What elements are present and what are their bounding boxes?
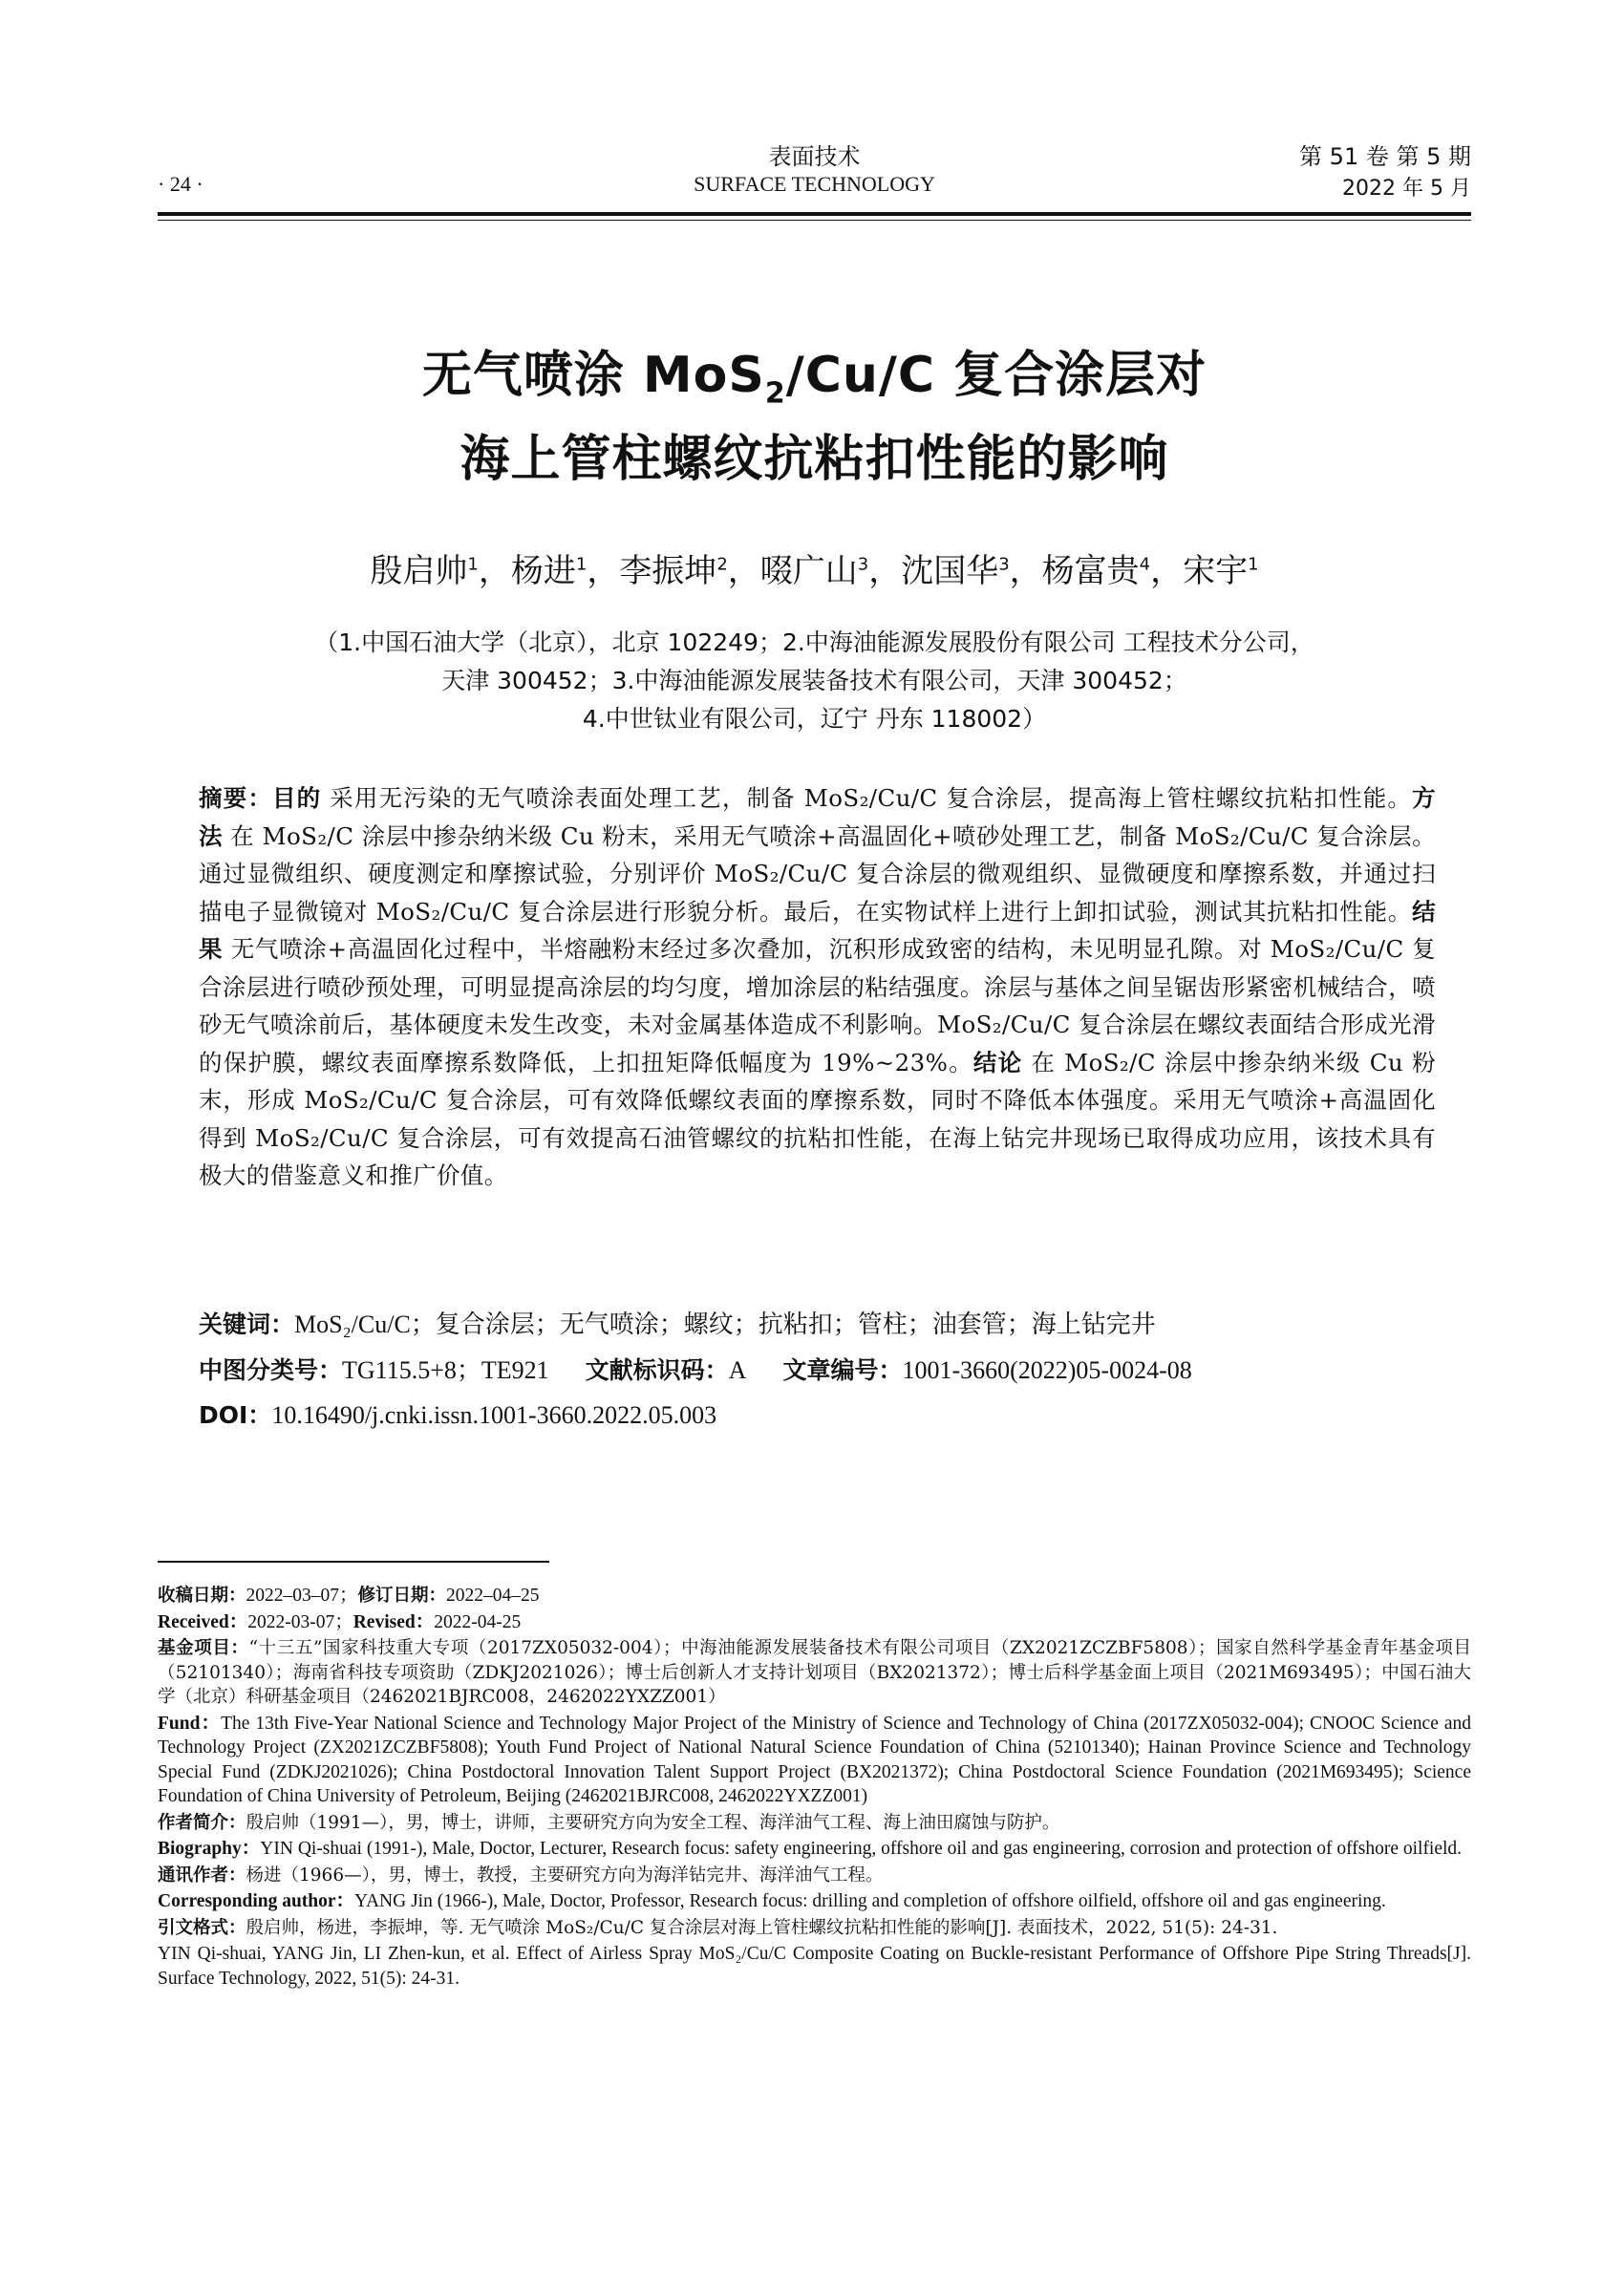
corresponding-en: Corresponding author：YANG Jin (1966-), Male, Doctor, Professor, Research focus: drilling and completion of offshore oilfield, offshore oil and gas engineering. [158,1891,1386,1911]
citation-cn: 引文格式：殷启帅，杨进，李振坤，等. 无气喷涂 MoS₂/Cu/C 复合涂层对海上管柱螺纹抗粘扣性能的影响[J]. 表面技术，2022, 51(5): 24-31. [158,1917,1278,1938]
doc-code-label: 文献标识码： [585,1356,729,1384]
result-text: 无气喷涂+高温固化过程中，半熔融粉末经过多次叠加，沉积形成致密的结构，未见明显孔隙。对 MoS₂/Cu/C 复合涂层进行喷砂预处理，可明显提高涂层的均匀度，增加涂层的粘结强度。涂层与基体之间呈锯齿形紧密机械结合，喷砂无气喷涂前后，基体硬度未发生改变，未对金属基体造成不利影响。MoS₂/Cu/C 复合涂层在螺纹表面结合形成光滑的保护膜，螺纹表面摩擦系数降低，上扣扭矩降低幅度为 19%~23%。 [199,935,1436,1076]
biography-cn: 作者简介：殷启帅（1991—），男，博士，讲师，主要研究方向为安全工程、海洋油气工程、海上油田腐蚀与防护。 [158,1812,1060,1833]
conclusion-label: 结论 [972,1048,1023,1076]
article-number-label: 文章编号： [782,1356,903,1384]
issue-date: 2022 年 5 月 [1342,177,1471,201]
author-list: 殷启帅$^1$，杨进$^1$，李振坤$^2$，啜广山$^3$，沈国华$^3$，杨富贵$^4$，宋宇$^1$ [370,552,1259,590]
author: 宋宇$^1$ [1183,552,1259,590]
received-en: Received：2022-03-07；Revised：2022-04-25 [158,1611,522,1632]
volume-issue: 第 51 卷 第 5 期 [1299,143,1471,170]
running-header [158,132,1471,208]
abstract [199,779,1436,1195]
header-rule-thin [158,220,1471,221]
affiliation-line: （1.中国石油大学（北京），北京 102249；2.中海油能源发展股份有限公司 工程技术分公司， [314,629,1314,656]
author: 啜广山$^3$ [759,552,869,590]
page-number: · 24 · [158,172,203,196]
journal-name-cn: 表面技术 [768,143,861,170]
keywords [199,1305,1436,1340]
article-number-value: 1001-3660(2022)05-0024-08 [902,1356,1192,1384]
keywords-value: MoS₂/Cu/C；复合涂层；无气喷涂；螺纹；抗粘扣；管柱；油套管；海上钻完井 [294,1310,1156,1338]
article-title-line2: 海上管柱螺纹抗粘扣性能的影响 [459,431,1169,488]
author: 沈国华$^3$ [901,552,1010,590]
author: 李振坤$^2$ [619,552,728,590]
conclusion-text: 在 MoS₂/C 涂层中掺杂纳米级 Cu 粉末，形成 MoS₂/Cu/C 复合涂层，可有效降低螺纹表面的摩擦系数，同时不降低本体强度。采用无气喷涂+高温固化得到 MoS₂/Cu/C 复合涂层，可有效提高石油管螺纹的抗粘扣性能，在海上钻完井现场已取得成功应用，该技术具有极大的借鉴意义和推广价值。 [199,1048,1436,1189]
corresponding-cn: 通讯作者：杨进（1966—），男，博士，教授，主要研究方向为海洋钻完井、海洋油气工程。 [158,1864,884,1886]
title-part-b: /Cu/C 复合涂层对 [785,347,1207,404]
citation-en: YIN Qi-shuai, YANG Jin, LI Zhen-kun, et al. Effect of Airless Spray MoS₂/Cu/C Composite Coating on Buckle-resistant Performance of Offshore Pipe String Threads[J]. Surface Technology, 2022, 51(5): 24-31. [158,1944,1471,1989]
doi-value: 10.16490/j.cnki.issn.1001-3660.2022.05.003 [271,1401,717,1429]
title-subscript: 2 [764,376,786,411]
author: 殷启帅$^1$ [370,552,479,590]
classification [199,1351,1436,1386]
affiliation-line: 天津 300452；3.中海油能源发展装备技术有限公司，天津 300452； [441,667,1187,694]
result-label: 结果 [199,897,1436,963]
purpose-text: 采用无污染的无气喷涂表面处理工艺，制备 MoS₂/Cu/C 复合涂层，提高海上管柱螺纹抗粘扣性能。 [330,784,1413,812]
method-text: 在 MoS₂/C 涂层中掺杂纳米级 Cu 粉末，采用无气喷涂+高温固化+喷砂处理工艺，制备 MoS₂/Cu/C 复合涂层。通过显微组织、硬度测定和摩擦试验，分别评价 MoS₂/Cu/C 复合涂层的微观组织、显微硬度和摩擦系数，并通过扫描电子显微镜对 MoS₂/Cu/C 复合涂层进行形貌分析。最后，在实物试样上进行上卸扣试验，测试其抗粘扣性能。 [199,821,1436,926]
fund-cn: 基金项目：“十三五”国家科技重大专项（2017ZX05032-004）；中海油能源发展装备技术有限公司项目（ZX2021ZCZBF5808）；国家自然科学基金青年基金项目（52101340）；海南省科技专项资助（ZDKJ2021026）；博士后创新人才支持计划项目（BX2021372）；博士后科学基金面上项目（2021M693495）；中国石油大学（北京）科研基金项目（2462021BJRC008，2462022YXZZ001） [158,1638,1471,1707]
author: 杨富贵$^4$ [1041,552,1151,590]
affiliation-line: 4.中世钛业有限公司，辽宁 丹东 118002） [582,705,1047,733]
received-cn: 收稿日期：2022–03–07；修订日期：2022–04–25 [158,1586,540,1606]
method-label: 方法 [199,784,1436,850]
clc-label: 中图分类号： [199,1356,343,1384]
clc-value: TG115.5+8；TE921 [342,1356,549,1384]
footnote-rule [158,1561,549,1563]
keywords-label: 关键词： [199,1310,295,1338]
journal-name-en: SURFACE TECHNOLOGY [694,172,935,196]
fund-en: Fund：The 13th Five-Year National Science and Technology Major Project of the Ministry of Science and Technology of China (2017ZX05032-004); CNOOC Science and Technology Project (ZX2021ZCZBF5808); Youth Fund Project of National Natural Science Foundation of China (52101340); Hainan Province Science and Technology Special Fund (ZDKJ2021026); China Postdoctoral Innovation Talent Support Project (BX2021372); China Postdoctoral Science Foundation (2021M693495); Science Foundation of China University of Petroleum, Beijing (2462021BJRC008, 2462022YXZZ001) [158,1713,1471,1806]
author: 杨进$^1$ [510,552,588,590]
title-part-a: 无气喷涂 MoS [421,347,765,404]
article-title-line1 [158,334,1471,410]
doi [199,1396,1436,1431]
footnotes [158,1584,1471,1992]
biography-en: Biography：YIN Qi-shuai (1991-), Male, Doctor, Lecturer, Research focus: safety engineering, offshore oil and gas engineering, corrosion and protection of offshore oilfield. [158,1839,1463,1859]
abstract-label: 摘要： [199,784,272,812]
doc-code-value: A [728,1356,747,1384]
purpose-label: 目的 [271,784,322,812]
doi-label: DOI： [199,1401,272,1429]
header-rule-thick [158,212,1471,216]
